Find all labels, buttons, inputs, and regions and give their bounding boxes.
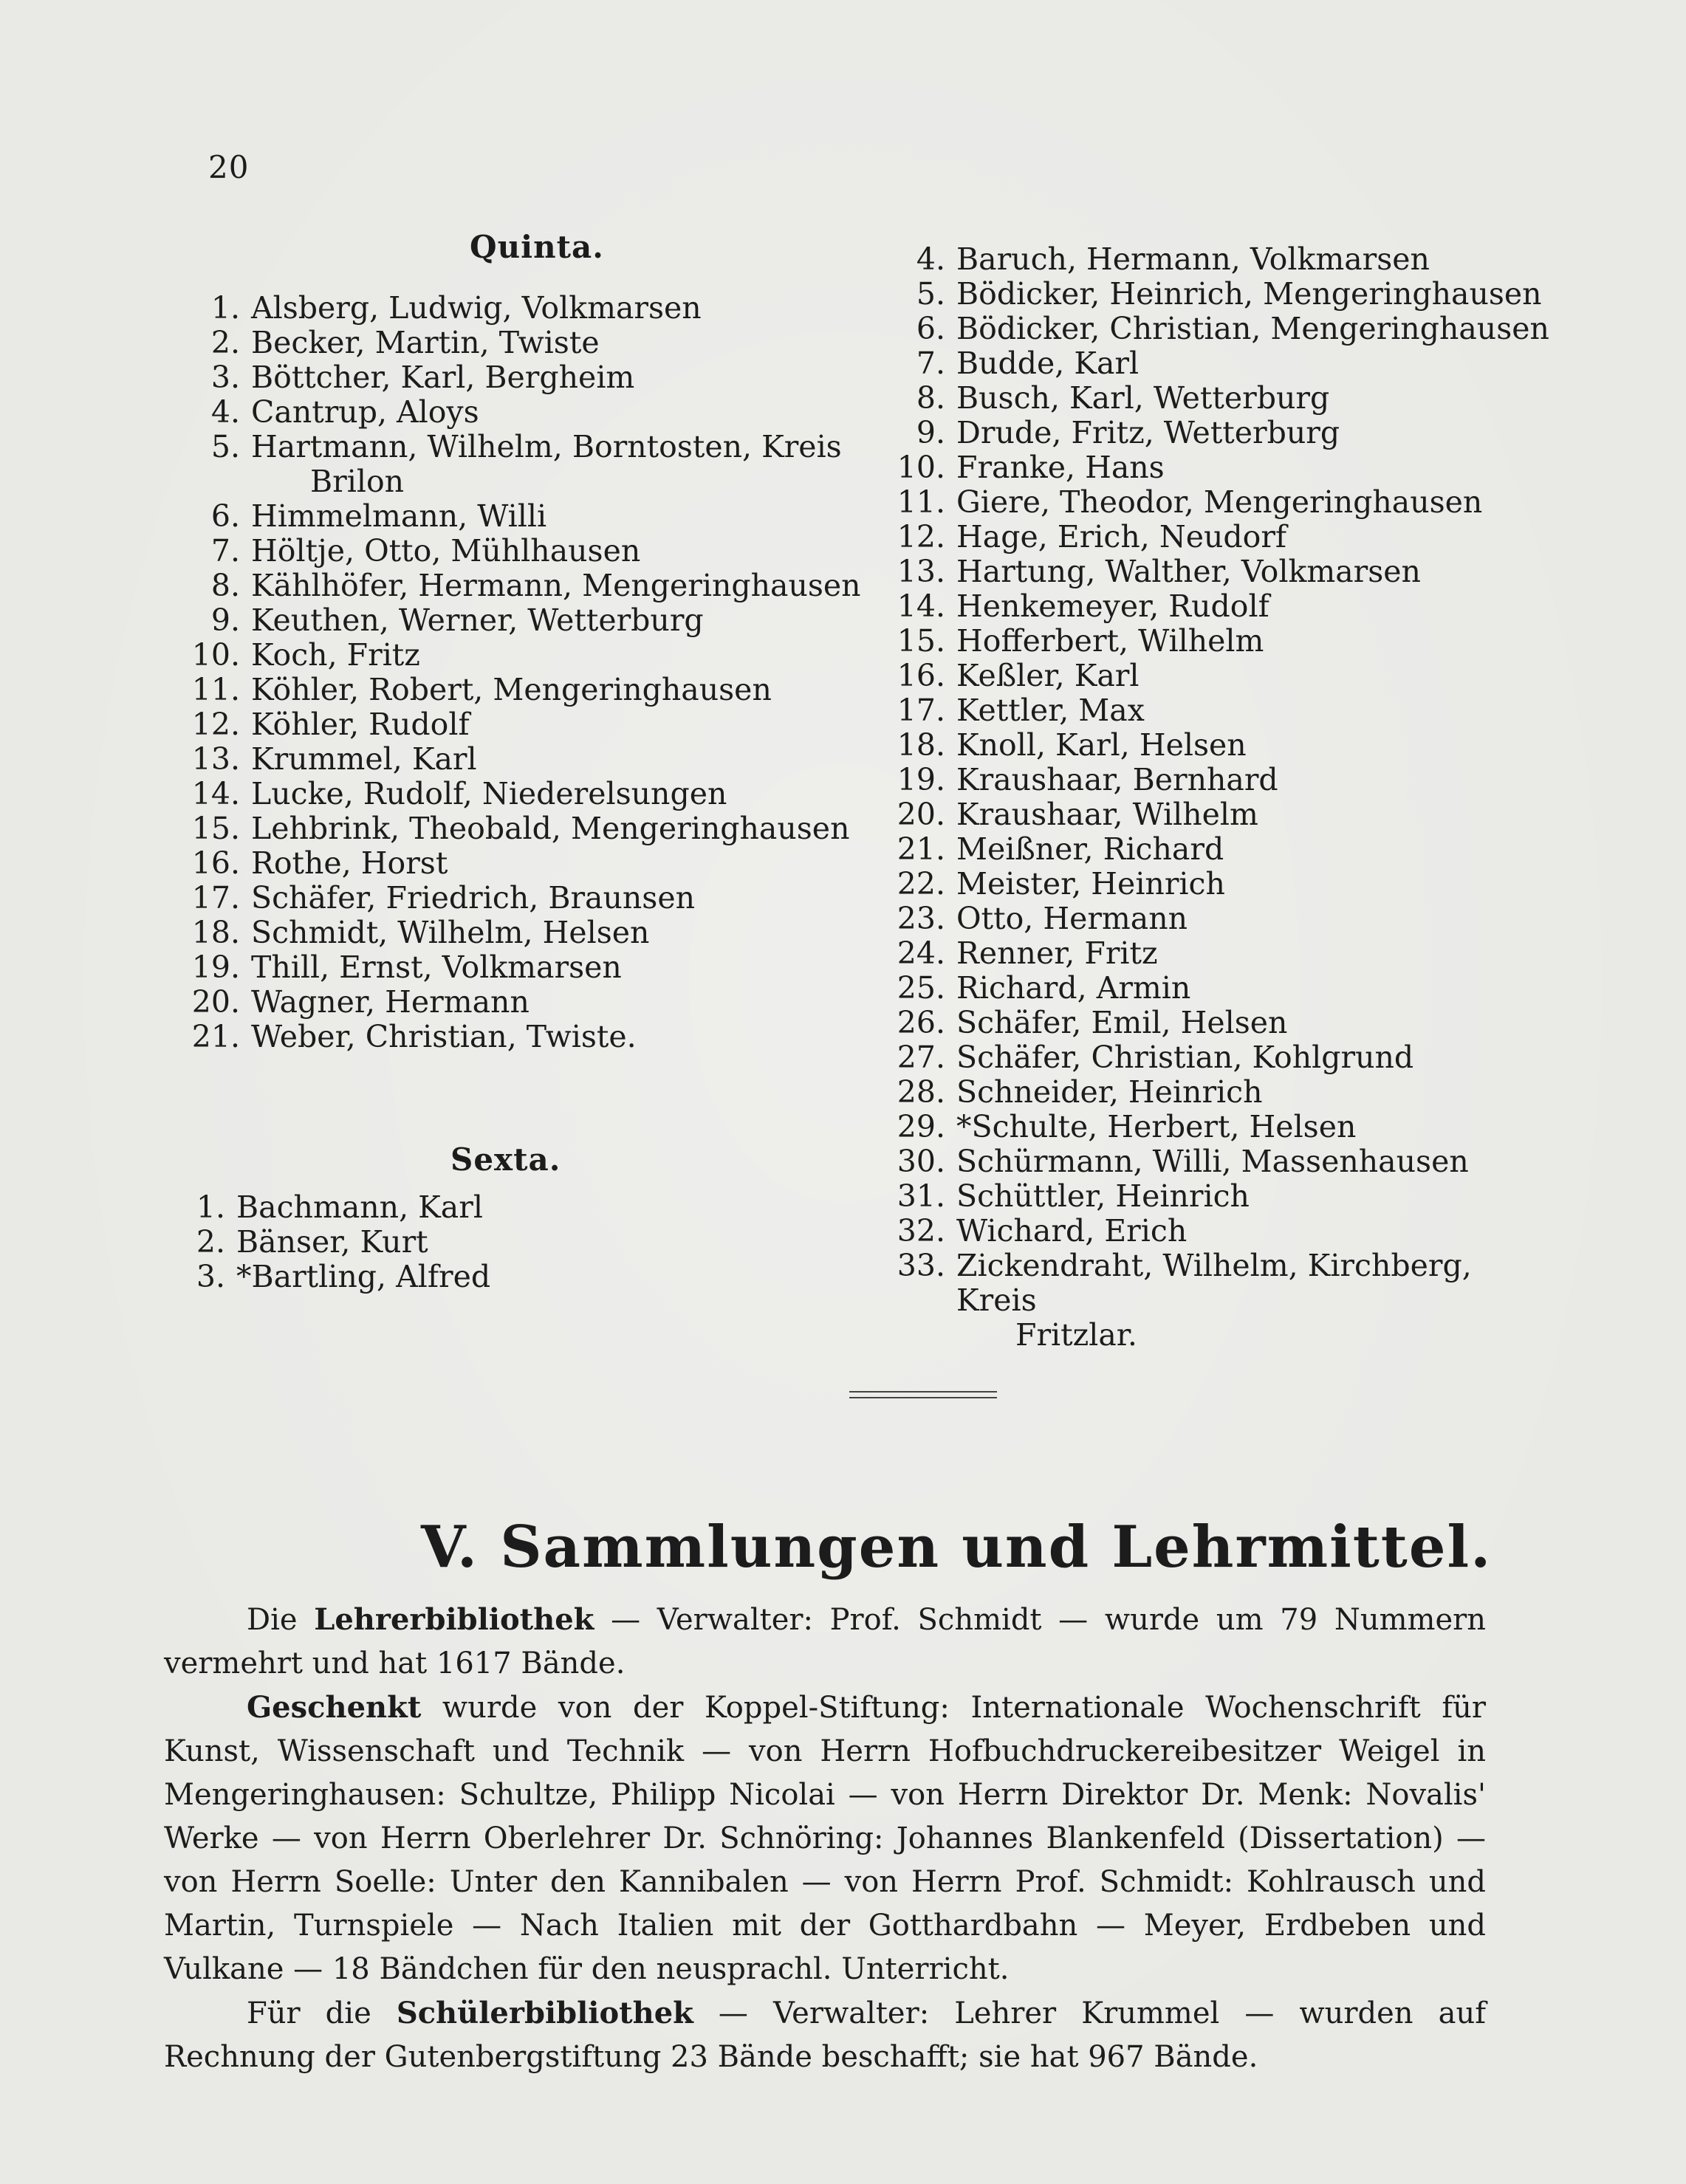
student-name bbox=[251, 569, 860, 603]
list-item bbox=[181, 395, 860, 430]
item-number: 18. bbox=[191, 915, 240, 950]
student-name bbox=[956, 242, 1521, 277]
item-number: 23. bbox=[897, 901, 945, 936]
item-number: 20. bbox=[897, 797, 945, 832]
item-number: 8. bbox=[916, 380, 945, 416]
list-item bbox=[181, 360, 860, 395]
student-name-text: Zickendraht, Wilhelm, Kirchberg, Kreis bbox=[956, 1248, 1472, 1318]
item-number: 4. bbox=[210, 394, 240, 430]
item-number: 16. bbox=[897, 658, 945, 693]
student-name bbox=[956, 1006, 1521, 1040]
list-item bbox=[886, 659, 1521, 693]
student-name bbox=[251, 430, 860, 499]
item-number: 10. bbox=[191, 637, 240, 673]
list-item bbox=[181, 777, 860, 811]
paragraph-text: wurde von der Koppel-Stiftung: Internationale Wochenschrift für Kunst, Wissenschaft und Technik — von Herrn Hofbuchdruckereibesitzer Weigel in Mengeringhausen: Schultze, Philipp Nicolai — von Herrn Direktor Dr. Menk: Novalis' Werke — von Herrn Oberlehrer Dr. Schnöring: Johannes Blankenfeld (Dissertation) — von Herrn Soelle: Unter den Kannibalen — von Herrn Prof. Schmidt: Kohlrausch und Martin, Turnspiele — Nach Italien mit der Gotthardbahn — Meyer, Erdbeben und Vulkane — 18 Bändchen für den neusprachl. Unterricht. bbox=[164, 1691, 1486, 1986]
student-name-text: Schüttler, Heinrich bbox=[956, 1178, 1250, 1214]
list-item bbox=[886, 1214, 1521, 1249]
list-item bbox=[886, 1040, 1521, 1075]
quinta-heading: Quinta. bbox=[470, 229, 604, 265]
student-name bbox=[251, 742, 860, 777]
term-donated: Geschenkt bbox=[247, 1690, 422, 1725]
list-item bbox=[886, 1248, 1521, 1353]
student-name bbox=[956, 1144, 1521, 1179]
student-name-text: Bödicker, Heinrich, Mengeringhausen bbox=[956, 276, 1542, 312]
page-number: 20 bbox=[208, 149, 250, 185]
student-name bbox=[956, 485, 1521, 520]
student-name-text: Kettler, Max bbox=[956, 693, 1145, 728]
item-number: 13. bbox=[897, 554, 945, 589]
student-name bbox=[956, 381, 1521, 416]
item-number: 11. bbox=[897, 484, 945, 520]
student-name-text: Himmelmann, Willi bbox=[251, 498, 547, 534]
sexta-heading: Sexta. bbox=[450, 1141, 561, 1178]
student-name-text: Richard, Armin bbox=[956, 970, 1191, 1006]
item-number: 25. bbox=[897, 970, 945, 1006]
list-item bbox=[181, 846, 860, 881]
list-item bbox=[886, 416, 1521, 450]
item-number: 2. bbox=[210, 325, 240, 360]
student-name bbox=[956, 624, 1521, 659]
student-name-text: Meister, Heinrich bbox=[956, 866, 1225, 902]
list-item bbox=[181, 326, 860, 360]
student-name bbox=[251, 985, 860, 1020]
student-name-text: Kraushaar, Bernhard bbox=[956, 762, 1278, 797]
student-name bbox=[251, 916, 860, 950]
list-item bbox=[886, 242, 1521, 277]
list-item bbox=[181, 707, 860, 742]
list-item bbox=[181, 916, 860, 950]
student-name-text: Alsberg, Ludwig, Volkmarsen bbox=[251, 290, 702, 326]
student-name-text: Köhler, Robert, Mengeringhausen bbox=[251, 672, 772, 707]
item-number: 6. bbox=[210, 498, 240, 534]
item-number: 6. bbox=[916, 311, 945, 346]
list-item bbox=[886, 346, 1521, 381]
student-name-continuation: Brilon bbox=[310, 464, 405, 499]
item-number: 18. bbox=[897, 727, 945, 763]
item-number: 15. bbox=[897, 623, 945, 659]
student-name-text: Meißner, Richard bbox=[956, 831, 1224, 867]
student-name-text: Schäfer, Christian, Kohlgrund bbox=[956, 1040, 1414, 1075]
item-number: 2. bbox=[196, 1224, 225, 1260]
student-name bbox=[956, 1179, 1521, 1214]
student-name bbox=[956, 1249, 1521, 1353]
item-number: 12. bbox=[191, 707, 240, 742]
item-number: 21. bbox=[897, 831, 945, 867]
student-name-text: Hartmann, Wilhelm, Borntosten, Kreis bbox=[251, 429, 842, 464]
student-name bbox=[236, 1190, 772, 1225]
list-item bbox=[886, 520, 1521, 554]
list-item bbox=[181, 950, 860, 985]
list-item bbox=[166, 1225, 772, 1260]
student-name-text: Busch, Karl, Wetterburg bbox=[956, 380, 1330, 416]
item-number: 3. bbox=[210, 360, 240, 395]
item-number: 7. bbox=[210, 533, 240, 569]
item-number: 4. bbox=[916, 241, 945, 277]
student-name-text: Schmidt, Wilhelm, Helsen bbox=[251, 915, 650, 950]
student-name-text: Henkemeyer, Rudolf bbox=[956, 588, 1269, 624]
student-name bbox=[956, 416, 1521, 450]
list-item bbox=[886, 902, 1521, 936]
paragraph-student-library bbox=[164, 1991, 1486, 2079]
item-number: 21. bbox=[191, 1019, 240, 1054]
paragraph-teacher-library bbox=[164, 1598, 1486, 1686]
list-item bbox=[181, 811, 860, 846]
student-name-text: Böttcher, Karl, Bergheim bbox=[251, 360, 635, 395]
student-name bbox=[251, 950, 860, 985]
student-name bbox=[956, 346, 1521, 381]
student-name bbox=[956, 450, 1521, 485]
list-item bbox=[886, 1110, 1521, 1144]
list-item bbox=[886, 971, 1521, 1006]
term-teacher-library: Lehrerbibliothek bbox=[314, 1602, 594, 1637]
item-number: 30. bbox=[897, 1144, 945, 1179]
student-name bbox=[251, 638, 860, 673]
student-name-text: *Schulte, Herbert, Helsen bbox=[956, 1109, 1357, 1144]
item-number: 7. bbox=[916, 346, 945, 381]
section-body bbox=[164, 1598, 1486, 2079]
item-number: 5. bbox=[916, 276, 945, 312]
student-name bbox=[956, 867, 1521, 902]
item-number: 8. bbox=[210, 568, 240, 603]
item-number: 16. bbox=[191, 845, 240, 881]
student-name bbox=[956, 311, 1549, 346]
item-number: 5. bbox=[210, 429, 240, 464]
item-number: 28. bbox=[897, 1074, 945, 1110]
student-name-text: Knoll, Karl, Helsen bbox=[956, 727, 1247, 763]
list-item bbox=[181, 430, 860, 499]
student-name bbox=[251, 534, 860, 569]
quinta-list bbox=[181, 291, 860, 1054]
list-item bbox=[181, 499, 860, 534]
student-name bbox=[956, 1214, 1521, 1249]
list-item bbox=[886, 728, 1521, 763]
list-item bbox=[181, 638, 860, 673]
list-item bbox=[886, 693, 1521, 728]
student-name bbox=[251, 1020, 860, 1054]
student-name bbox=[956, 902, 1521, 936]
student-name bbox=[251, 811, 860, 846]
paragraph-text: — Verwalter: Lehrer Krummel — wurden auf Rechnung der Gutenbergstiftung 23 Bände beschafft; sie hat 967 Bände. bbox=[164, 1996, 1487, 2074]
list-item bbox=[181, 985, 860, 1020]
student-name-text: Franke, Hans bbox=[956, 450, 1165, 485]
student-name bbox=[251, 707, 860, 742]
student-name-text: Weber, Christian, Twiste. bbox=[251, 1019, 637, 1054]
paragraph-text: — Verwalter: Prof. Schmidt — wurde um 79 Nummern vermehrt und hat 1617 Bände. bbox=[164, 1603, 1487, 1680]
item-number: 19. bbox=[191, 950, 240, 985]
term-student-library: Schülerbibliothek bbox=[396, 1996, 693, 2030]
student-name bbox=[956, 763, 1521, 797]
item-number: 17. bbox=[191, 880, 240, 916]
student-name-continuation: Fritzlar. bbox=[1015, 1317, 1137, 1353]
item-number: 15. bbox=[191, 811, 240, 846]
student-name-text: Bachmann, Karl bbox=[236, 1189, 483, 1225]
item-number: 13. bbox=[191, 741, 240, 777]
student-name-text: Krummel, Karl bbox=[251, 741, 477, 777]
student-name-text: Rothe, Horst bbox=[251, 845, 448, 881]
student-name bbox=[956, 1040, 1521, 1075]
item-number: 31. bbox=[897, 1178, 945, 1214]
student-name-text: Drude, Fritz, Wetterburg bbox=[956, 415, 1340, 450]
student-name-text: Wagner, Hermann bbox=[251, 984, 530, 1020]
list-item bbox=[886, 589, 1521, 624]
list-item bbox=[886, 1075, 1521, 1110]
list-item bbox=[886, 554, 1521, 589]
item-number: 9. bbox=[210, 602, 240, 638]
student-name bbox=[956, 520, 1521, 554]
list-item bbox=[181, 881, 860, 916]
sexta-list-right bbox=[886, 241, 1549, 1353]
student-name bbox=[251, 291, 860, 326]
student-name-text: Thill, Ernst, Volkmarsen bbox=[251, 950, 622, 985]
list-item bbox=[181, 569, 860, 603]
list-item bbox=[181, 673, 860, 707]
student-name-text: Schäfer, Friedrich, Braunsen bbox=[251, 880, 696, 916]
student-name-text: Baruch, Hermann, Volkmarsen bbox=[956, 241, 1430, 277]
student-name bbox=[251, 603, 860, 638]
student-name-text: Höltje, Otto, Mühlhausen bbox=[251, 533, 641, 569]
list-item bbox=[886, 311, 1549, 346]
student-name-text: Budde, Karl bbox=[956, 346, 1140, 381]
item-number: 14. bbox=[897, 588, 945, 624]
item-number: 3. bbox=[196, 1259, 225, 1294]
student-name-text: Bänser, Kurt bbox=[236, 1224, 428, 1260]
section-title: V. Sammlungen und Lehrmittel. bbox=[421, 1514, 1493, 1581]
list-item bbox=[181, 291, 860, 326]
student-name bbox=[956, 589, 1521, 624]
student-name bbox=[251, 326, 860, 360]
item-number: 10. bbox=[897, 450, 945, 485]
item-number: 20. bbox=[191, 984, 240, 1020]
student-name bbox=[251, 395, 860, 430]
student-name-text: Renner, Fritz bbox=[956, 935, 1158, 971]
list-item bbox=[886, 936, 1521, 971]
list-item bbox=[886, 381, 1521, 416]
item-number: 9. bbox=[916, 415, 945, 450]
list-item bbox=[886, 867, 1521, 902]
student-name-text: Kählhöfer, Hermann, Mengeringhausen bbox=[251, 568, 861, 603]
item-number: 33. bbox=[897, 1248, 945, 1283]
student-name bbox=[251, 881, 860, 916]
student-name bbox=[251, 360, 860, 395]
student-name bbox=[956, 797, 1521, 832]
item-number: 29. bbox=[897, 1109, 945, 1144]
student-name bbox=[956, 936, 1521, 971]
student-name-text: Becker, Martin, Twiste bbox=[251, 325, 600, 360]
student-name-text: Giere, Theodor, Mengeringhausen bbox=[956, 484, 1483, 520]
item-number: 1. bbox=[210, 290, 240, 326]
item-number: 22. bbox=[897, 866, 945, 902]
paragraph-lead: Die bbox=[247, 1603, 315, 1637]
item-number: 19. bbox=[897, 762, 945, 797]
section-divider bbox=[849, 1391, 997, 1398]
item-number: 26. bbox=[897, 1005, 945, 1040]
item-number: 12. bbox=[897, 519, 945, 554]
student-name-text: Cantrup, Aloys bbox=[251, 394, 479, 430]
item-number: 32. bbox=[897, 1213, 945, 1249]
student-name-text: Keßler, Karl bbox=[956, 658, 1140, 693]
student-name-text: Lehbrink, Theobald, Mengeringhausen bbox=[251, 811, 850, 846]
item-number: 17. bbox=[897, 693, 945, 728]
student-name bbox=[251, 777, 860, 811]
student-name-text: Bödicker, Christian, Mengeringhausen bbox=[956, 311, 1549, 346]
student-name-text: Hofferbert, Wilhelm bbox=[956, 623, 1264, 659]
sexta-list-left bbox=[166, 1190, 772, 1294]
student-name-text: Otto, Hermann bbox=[956, 901, 1188, 936]
student-name bbox=[251, 499, 860, 534]
list-item bbox=[886, 450, 1521, 485]
list-item bbox=[181, 1020, 860, 1054]
list-item bbox=[886, 763, 1521, 797]
student-name-text: Keuthen, Werner, Wetterburg bbox=[251, 602, 704, 638]
paragraph-lead: Für die bbox=[247, 1996, 397, 2030]
student-name-text: Schneider, Heinrich bbox=[956, 1074, 1263, 1110]
list-item bbox=[886, 797, 1521, 832]
list-item bbox=[181, 534, 860, 569]
student-name-text: Kraushaar, Wilhelm bbox=[956, 797, 1258, 832]
item-number: 11. bbox=[191, 672, 240, 707]
student-name bbox=[251, 846, 860, 881]
item-number: 1. bbox=[196, 1189, 225, 1225]
list-item bbox=[886, 276, 1542, 312]
list-item bbox=[886, 1179, 1521, 1214]
student-name bbox=[956, 1075, 1521, 1110]
student-name bbox=[956, 554, 1521, 589]
student-name-text: Köhler, Rudolf bbox=[251, 707, 470, 742]
paragraph-donations bbox=[164, 1686, 1486, 1991]
student-name-text: Hartung, Walther, Volkmarsen bbox=[956, 554, 1421, 589]
item-number: 27. bbox=[897, 1040, 945, 1075]
student-name-text: Schürmann, Willi, Massenhausen bbox=[956, 1144, 1469, 1179]
list-item bbox=[886, 1006, 1521, 1040]
student-name bbox=[956, 832, 1521, 867]
student-name bbox=[956, 693, 1521, 728]
student-name bbox=[236, 1225, 772, 1260]
student-name-text: *Bartling, Alfred bbox=[236, 1259, 491, 1294]
student-name bbox=[956, 728, 1521, 763]
student-name bbox=[236, 1260, 772, 1294]
list-item bbox=[181, 603, 860, 638]
student-name bbox=[956, 1110, 1521, 1144]
student-name-text: Koch, Fritz bbox=[251, 637, 420, 673]
list-item bbox=[181, 742, 860, 777]
student-name bbox=[251, 673, 860, 707]
list-item bbox=[886, 832, 1521, 867]
student-name-text: Lucke, Rudolf, Niederelsungen bbox=[251, 776, 727, 811]
item-number: 24. bbox=[897, 935, 945, 971]
item-number: 14. bbox=[191, 776, 240, 811]
list-item bbox=[166, 1260, 772, 1294]
student-name-text: Wichard, Erich bbox=[956, 1213, 1188, 1249]
list-item bbox=[886, 1144, 1521, 1179]
student-name bbox=[956, 659, 1521, 693]
list-item bbox=[886, 624, 1521, 659]
student-name bbox=[956, 276, 1542, 312]
list-item bbox=[166, 1190, 772, 1225]
list-item bbox=[886, 485, 1521, 520]
student-name-text: Schäfer, Emil, Helsen bbox=[956, 1005, 1288, 1040]
student-name bbox=[956, 971, 1521, 1006]
student-name-text: Hage, Erich, Neudorf bbox=[956, 519, 1287, 554]
